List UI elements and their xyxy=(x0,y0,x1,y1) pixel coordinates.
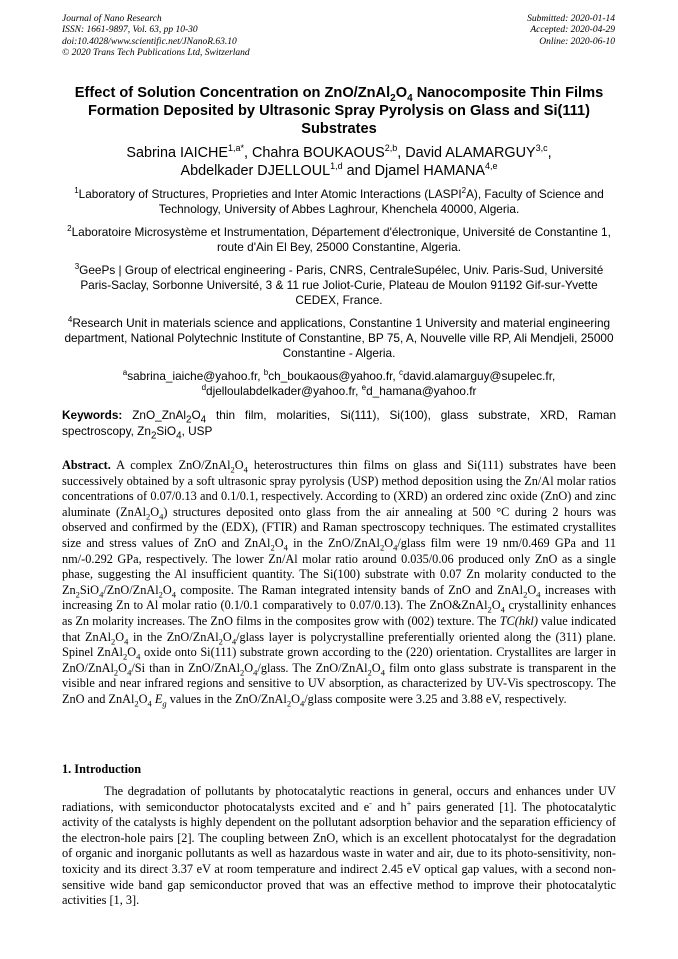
journal-issn: ISSN: 1661-9897, Vol. 63, pp 10-30 xyxy=(62,25,198,36)
journal-header xyxy=(62,14,250,59)
author: Sabrina IAICHE xyxy=(126,145,228,161)
affiliation-3: $^3$GeePs | Group of electrical engineering - Paris, CNRS, CentraleSupélec, Univ. Paris-Sud, Université Paris-Saclay, Sorbonne Université, 3 & 11 rue Joliot-Curie, Plateau de Moulon 91192 Gif-sur-Yvette CEDEX, France. xyxy=(74,262,604,307)
journal-name: Journal of Nano Research xyxy=(62,14,162,24)
author: Chahra BOUKAOUS xyxy=(251,145,385,161)
accepted-date: Accepted: 2020-04-29 xyxy=(530,25,615,36)
submitted-date: Submitted: 2020-01-14 xyxy=(527,14,615,24)
section-heading: 1. Introduction xyxy=(62,762,142,776)
affiliation-1: $^1$Laboratory of Structures, Proprieties and Inter Atomic Interactions (LASPI$^2$A), Faculty of Science and Technology, University of Abbes Laghrour, Khenchela 40000, Algeria. xyxy=(74,186,604,216)
introduction-text: The degradation of pollutants by photocatalytic reactions in general, occurs and enhances under UV radiations, with semiconductor photocatalysts excited and e- and h+ pairs generated [1]. The photocatalytic activity of the catalysts is highly dependent on the pollutant adsorption behavior and the separation efficiency of the electron-hole pairs [2]. The coupling between ZnO, which is an excellent photocatalyst for the degradation of organic and inorganic pollutants as well as hazardous waste in water and air, due to its photo-sensitivity, non-toxicity and its direct 3.37 eV at room temperature and indirect 2.45 eV optical gap values, with a second non-sensitive wide band gap semiconductor proved that was an effective method to improve their photocatalytic activities [1, 3]. xyxy=(62,784,616,908)
affiliations xyxy=(62,187,616,407)
dates-header xyxy=(527,14,615,48)
journal-doi: doi:10.4028/www.scientific.net/JNanoR.63.10 xyxy=(62,36,237,47)
email-link[interactable]: sabrina_iaiche@yahoo.fr, xyxy=(127,369,264,383)
author: David ALAMARGUY xyxy=(405,145,536,161)
online-date: Online: 2020-06-10 xyxy=(539,36,615,47)
keywords: Keywords: $ZnO\_ZnAl_2O_4$ thin film, molarities, Si(111), Si(100), glass substrate, XRD, Raman spectroscopy, $Zn_2SiO_4$, USP xyxy=(62,408,617,442)
author-list: Sabrina $IAICHE^{1,a*}$, Chahra BOUKAOUS$^{2,b}$, David ALAMARGUY$^{3,c}$, Abdelkader DJELLOUL$^{1,d}$ and Djamel HAMANA$^{4,e}$ xyxy=(126,143,552,179)
affiliation-4: $^4$Research Unit in materials science and applications, Constantine 1 University and material engineering department, National Polytechnic Institute of Constantine, BP 75, A, Nouvelle ville RP, Ali Mendjeli, 25000 Constantine - Algeria. xyxy=(64,315,614,360)
affiliation-2: $^2$Laboratoire Microsystème et Instrumentation, Département d'électronique, Université de Constantine 1, route d'Ain El Bey, 25000 Constantine, Algeria. xyxy=(67,224,611,254)
author: Djamel HAMANA xyxy=(374,163,485,179)
author: Abdelkader DJELLOUL xyxy=(180,163,331,179)
abstract: Abstract. A complex ZnO/$ZnAl_2O_4$ heterostructures thin films on glass and Si(111) substrates have been successively obtained by a soft ultrasonic spray pyrolysis (USP) method deposition using the Zn/Al molar ratios concentrations of 0.07/0.13 and 0.1/0.1, respectively. According to (XRD) an ordered zinc oxide (ZnO) and zinc aluminate $(ZnAl_2O_4)$ structures deposited onto glass from the air annealing at 500 °C during 2 hours was observed and confirmed by the (EDX), (FTIR) and Raman spectroscopy techniques. The estimated crystallites size and stress values of ZnO and $ZnAl_2O_4$ in the ZnO/$ZnAl_2O_4$/glass film were 19 nm/0.469 GPa and 11 nm/-0.292 GPa, respectively. The lower Zn/Al molar ratio around 0.035/0.06 produced only ZnO as a single phase, suggesting the Al insufficient quantity. The Si(100) substrate with 0.07 Zn molarity conducted to the $Zn_2SiO_4/ZnO/ZnAl_2O_4$ composite. The Raman integrated intensity bands of ZnO and $ZnAl_2O_4$ increases with increasing Zn to Al molar ratio (0.1/0.1 comparatively to 0.07/0.13). The $ZnO\&ZnAl_2O_4$ crystallinity enhances as Zn molarity increases. The ZnO films in the composites grow with (002) texture. The TC(hkl) value indicated that $ZnAl_2O_4$ in the ZnO/$ZnAl_2O_4$/glass layer is polycrystalline preferentially oriented along the (311) plane. Spinel $ZnAl_2O_4$ oxide onto Si(111) substrate grown according to the (220) orientation. Crystallites are larger in ZnO/$ZnAl_2O_4/Si$ than in ZnO/$ZnAl_2O_4$/glass. The ZnO/$ZnAl_2O_4$ film onto glass substrate is transparent in the visible and near infrared regions and sensitive to UV absorption, as characterized by UV-Vis spectroscopy. The ZnO and $ZnAl_2O_4$ $E_g$ values in the ZnO/$ZnAl_2O_4$/glass composite were 3.25 and 3.88 eV, respectively. xyxy=(62,458,617,709)
email-link[interactable]: djelloulabdelkader@yahoo.fr, xyxy=(206,384,362,398)
abstract-label: Abstract. xyxy=(62,458,111,472)
email-link[interactable]: ch_boukaous@yahoo.fr, xyxy=(268,369,399,383)
journal-copyright: © 2020 Trans Tech Publications Ltd, Switzerland xyxy=(62,47,250,58)
email-link[interactable]: david.alamarguy@supelec.fr, xyxy=(402,369,556,383)
email-link[interactable]: d_hamana@yahoo.fr xyxy=(366,384,477,398)
keywords-label: Keywords: xyxy=(62,408,123,422)
paper-title: Effect of Solution Concentration on ZnO/$ZnAl_2O_4$ Nanocomposite Thin Films Formation Deposited by Ultrasonic Spray Pyrolysis on Glass and Si(111) Substrates xyxy=(74,85,604,137)
email-list: $^a$sabrina_iaiche@yahoo.fr, $^b$ch_boukaous@yahoo.fr, $^c$david.alamarguy@supelec.fr, $^d$djelloulabdelkader@yahoo.fr, $^e$d_hamana@yahoo.fr xyxy=(122,368,556,398)
